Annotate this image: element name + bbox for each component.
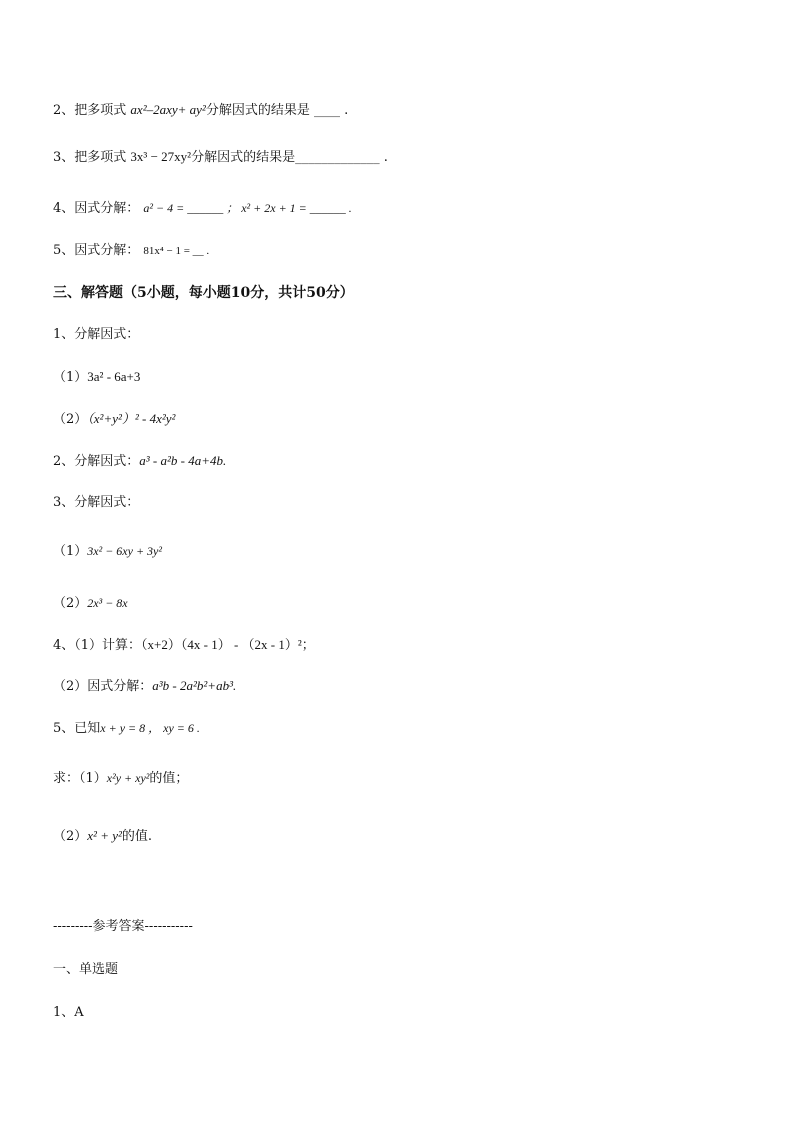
- part-expression: （x²+y²）² - 4x²y²: [87, 411, 176, 426]
- q-expression: 3x³ − 27xy²: [130, 149, 192, 164]
- q-expression: ax²–2axy+ ay²: [130, 102, 206, 117]
- problem-1a: [53, 368, 140, 387]
- q-prefix: 把多项式: [74, 103, 131, 118]
- problem-5b: [53, 827, 152, 846]
- answer-section-1: 一、单选题: [53, 962, 119, 977]
- problem-1b: [53, 410, 175, 429]
- problem-2: [53, 452, 226, 471]
- fill-q3: [53, 148, 388, 167]
- q-number: 5、: [53, 243, 75, 258]
- part-expression: （x+2）（4x - 1） - （2x - 1）²；: [141, 637, 315, 652]
- fill-q4: [53, 199, 352, 218]
- q-number: 2、: [53, 103, 75, 118]
- q-number: 3、: [53, 150, 75, 165]
- answer-divider: ---------参考答案-----------: [53, 919, 193, 934]
- part-label: 求：（1）: [53, 771, 107, 786]
- q-prefix: 因式分解：: [74, 243, 144, 258]
- q-prefix: 把多项式: [74, 150, 131, 165]
- problem-4b: [53, 677, 236, 696]
- problem-1-head: 1、分解因式：: [53, 327, 140, 342]
- fill-q2: [53, 101, 348, 120]
- answer-1: 1、A: [53, 1005, 84, 1020]
- q-suffix: 分解因式的结果是_____________ .: [191, 150, 388, 165]
- problem-head: 5、已知: [53, 721, 101, 736]
- fill-q5: [53, 242, 209, 260]
- part-label: （2）: [53, 596, 88, 611]
- part-expression: 3x² − 6xy + 3y²: [87, 544, 162, 558]
- problem-3-head: 3、分解因式：: [53, 495, 140, 510]
- q-suffix: 分解因式的结果是 ____ .: [205, 103, 349, 118]
- problem-4a: [53, 636, 315, 655]
- part-label: （2）: [53, 829, 88, 844]
- problem-5a: [53, 769, 188, 788]
- part-label: 4、（1）计算：: [53, 638, 142, 653]
- problem-3b: [53, 594, 128, 613]
- part-label: （1）: [53, 370, 88, 385]
- part-label: （1）: [53, 544, 88, 559]
- problem-3a: [53, 542, 162, 561]
- q-prefix: 因式分解：: [74, 201, 144, 216]
- part-expression: 3a² - 6a+3: [87, 369, 141, 384]
- part-label: （2）因式分解：: [53, 679, 153, 694]
- part-expression: 2x³ − 8x: [87, 596, 128, 610]
- part-expression: a³b - 2a²b²+ab³.: [152, 678, 237, 693]
- part-tail: 的值；: [149, 771, 189, 786]
- problem-condition: x + y = 8 ， xy = 6 .: [100, 721, 200, 735]
- q-expression: a² − 4 = ______ ； x² + 2x + 1 = ______ .: [143, 201, 352, 215]
- q-number: 4、: [53, 201, 75, 216]
- part-expression: x² + y²: [87, 828, 122, 843]
- section-3-title: 三、解答题（5小题，每小题10分，共计50分）: [53, 285, 354, 301]
- problem-5: [53, 719, 200, 738]
- q-expression: 81x⁴ − 1 = __ .: [143, 245, 210, 257]
- part-label: （2）: [53, 412, 88, 427]
- part-expression: x²y + xy²: [106, 771, 150, 785]
- problem-head: 2、分解因式：: [53, 454, 140, 469]
- problem-expression: a³ - a²b - 4a+4b.: [139, 453, 227, 468]
- part-tail: 的值.: [121, 829, 153, 844]
